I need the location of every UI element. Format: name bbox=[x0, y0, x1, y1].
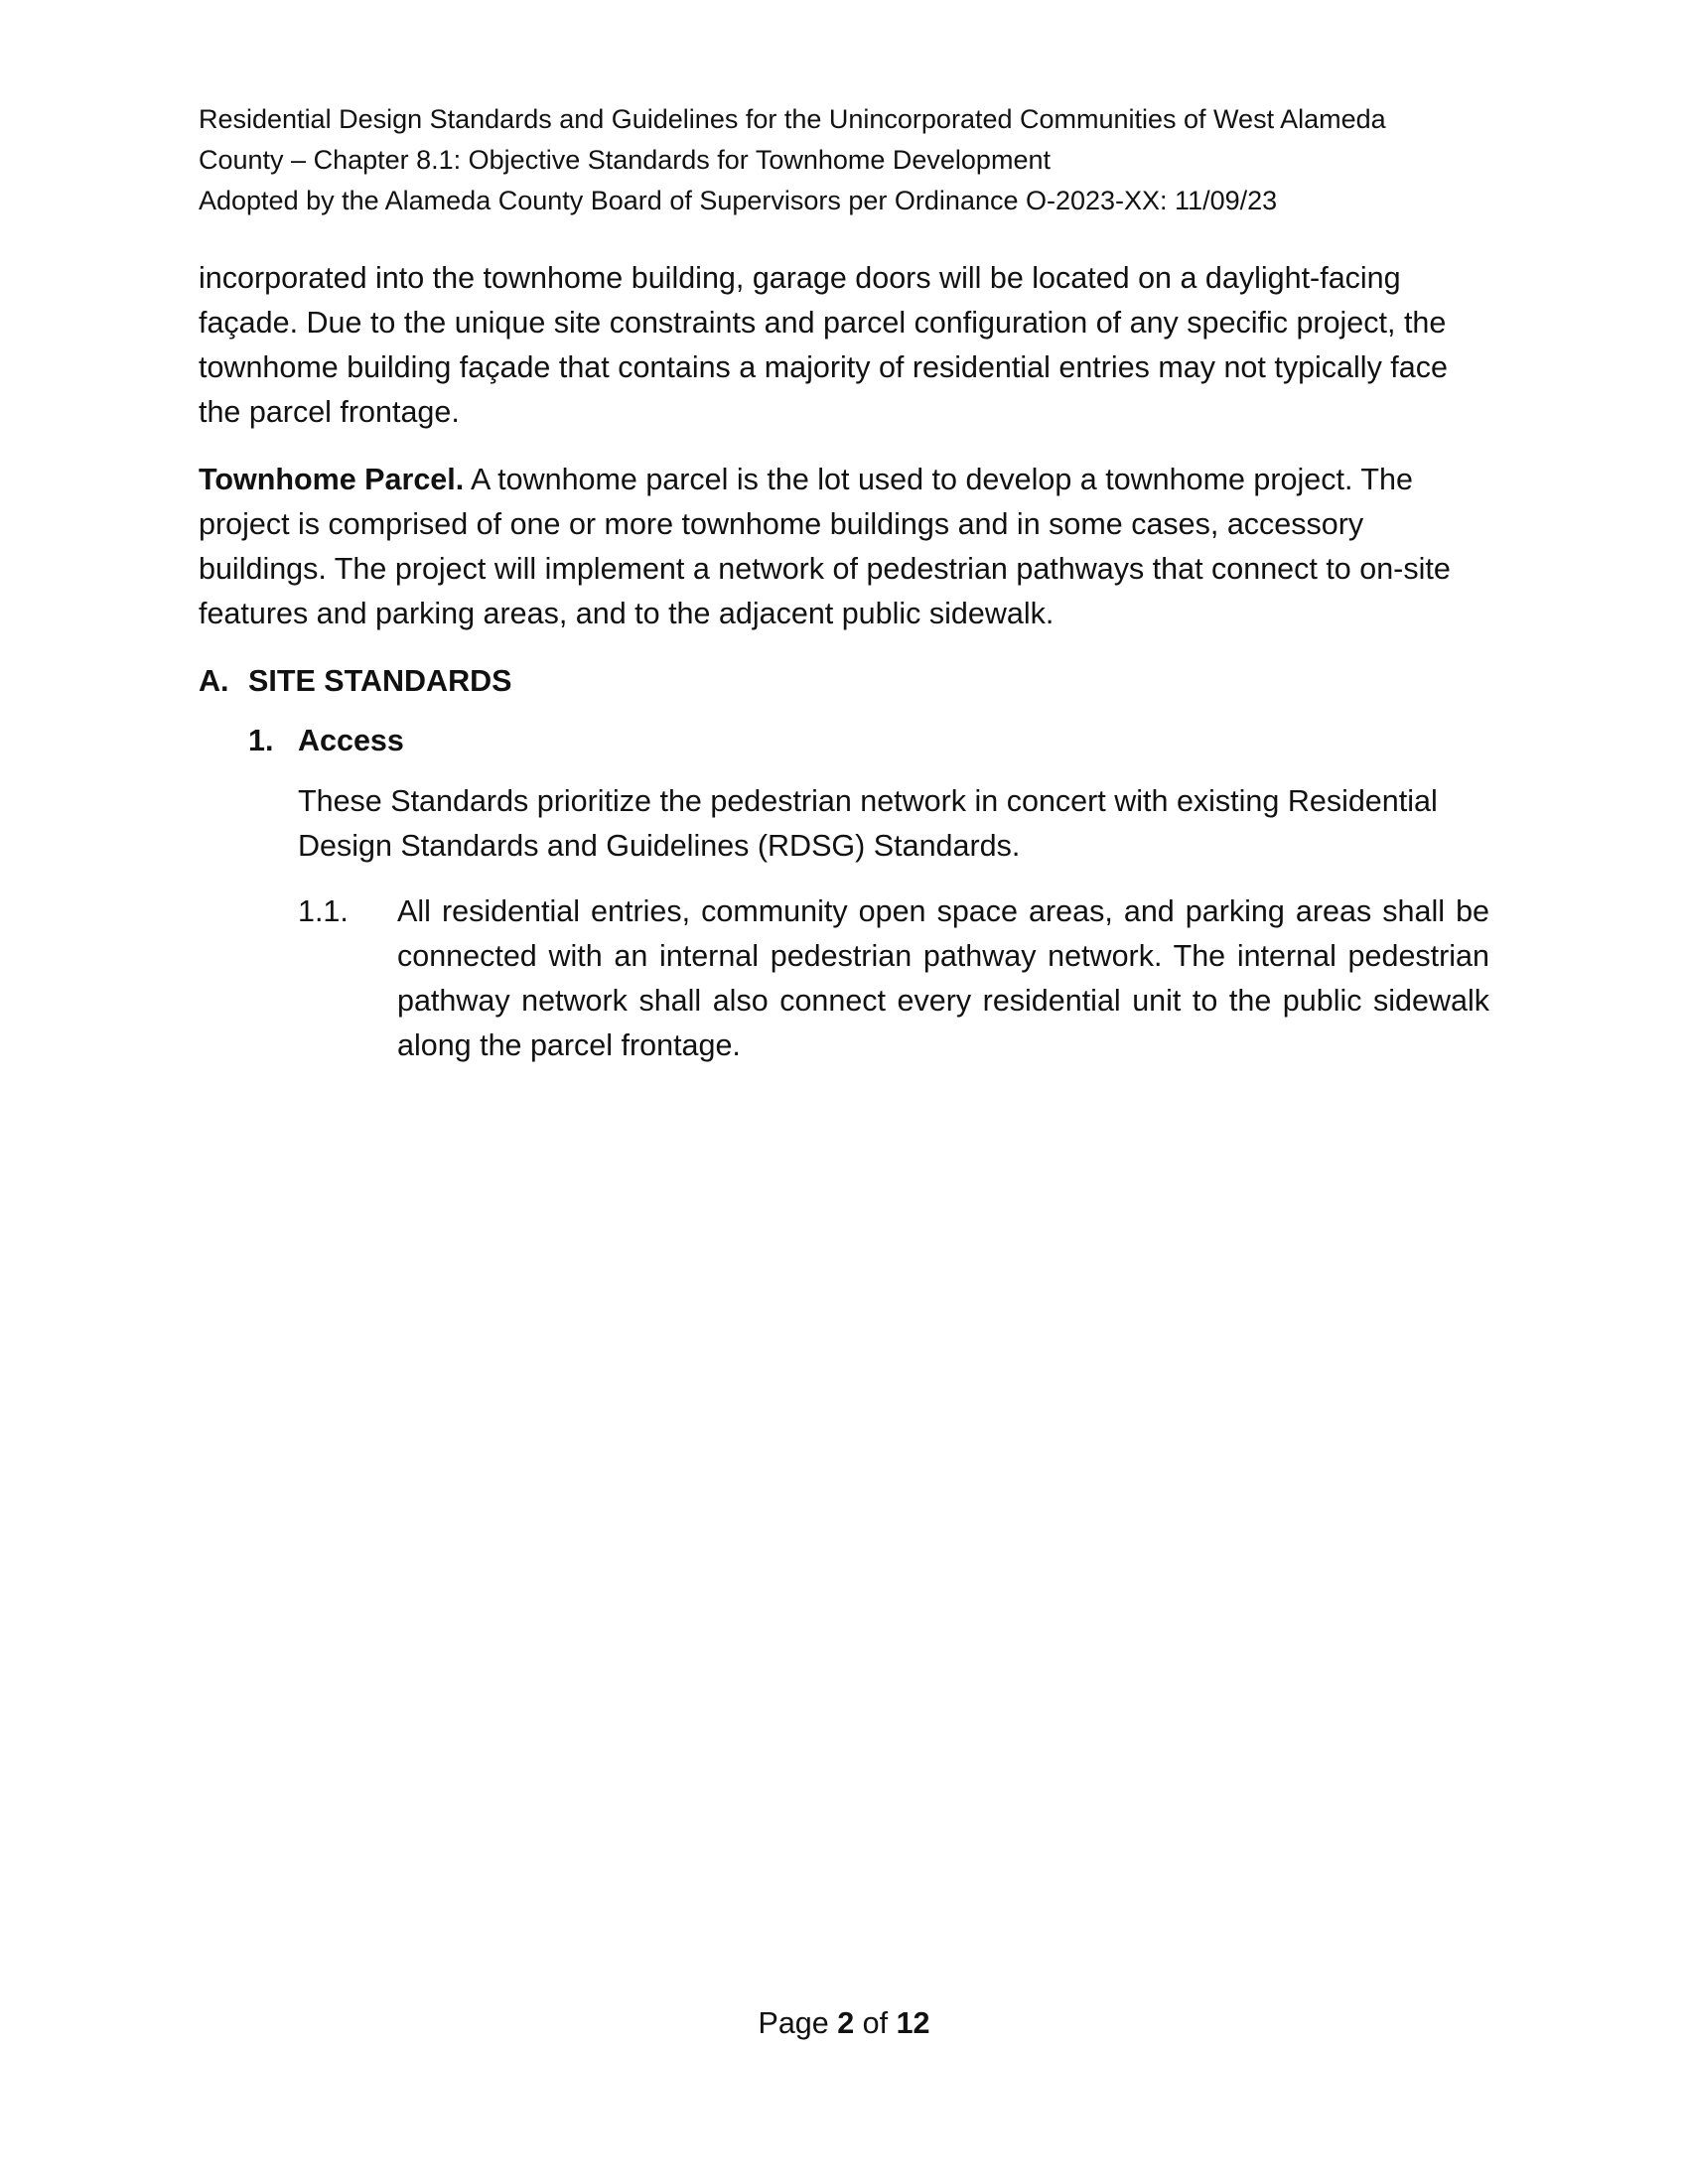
header-line-3: Adopted by the Alameda County Board of Supervisors per Ordinance O-2023-XX: 11/09/23 bbox=[199, 186, 1278, 215]
subsection-heading bbox=[248, 719, 404, 763]
footer-of-word: of bbox=[862, 2006, 889, 2040]
footer-total-pages: 12 bbox=[896, 2006, 930, 2040]
subsection-number: 1. bbox=[248, 724, 274, 757]
townhome-parcel-paragraph bbox=[199, 458, 1489, 636]
townhome-parcel-term: Townhome Parcel. bbox=[199, 463, 465, 496]
footer-page-word: Page bbox=[758, 2006, 829, 2040]
townhome-parcel-definition: A townhome parcel is the lot used to develop a townhome project. The project is comprised of one or more townhome buildings and in some cases, accessory buildings. The project will implement a network of pedestrian pathways that connect to on-site features and parking areas, and to the adjacent public sidewalk. bbox=[199, 463, 1451, 630]
page-footer bbox=[0, 2003, 1688, 2043]
subsection-intro: These Standards prioritize the pedestrian network in concert with existing Residential Design Standards and Guidelines (RDSG) Standards. bbox=[298, 784, 1438, 863]
subsection-title: Access bbox=[298, 724, 404, 757]
header-line-1: Residential Design Standards and Guidelines for the Unincorporated Communities of West Alameda bbox=[199, 104, 1386, 134]
standard-item-number: 1.1. bbox=[298, 894, 349, 928]
section-heading bbox=[199, 659, 511, 704]
footer-current-page: 2 bbox=[837, 2006, 855, 2040]
header-line-2: County – Chapter 8.1: Objective Standards for Townhome Development bbox=[199, 145, 1051, 175]
continuation-paragraph: incorporated into the townhome building, garage doors will be located on a daylight-facing façade. Due to the unique site constraints and parcel configuration of any specific project, the townhome building façade that contains a majority of residential entries may not typically face the parcel frontage. bbox=[199, 261, 1448, 429]
section-title: SITE STANDARDS bbox=[248, 664, 512, 698]
document-header bbox=[199, 99, 1489, 221]
standard-item-text: All residential entries, community open space areas, and parking areas shall be connected with an internal pedestrian pathway network. The internal pedestrian pathway network shall also connect every residential unit to the public sidewalk along the parcel frontage. bbox=[397, 894, 1489, 1062]
section-letter: A. bbox=[199, 664, 229, 698]
